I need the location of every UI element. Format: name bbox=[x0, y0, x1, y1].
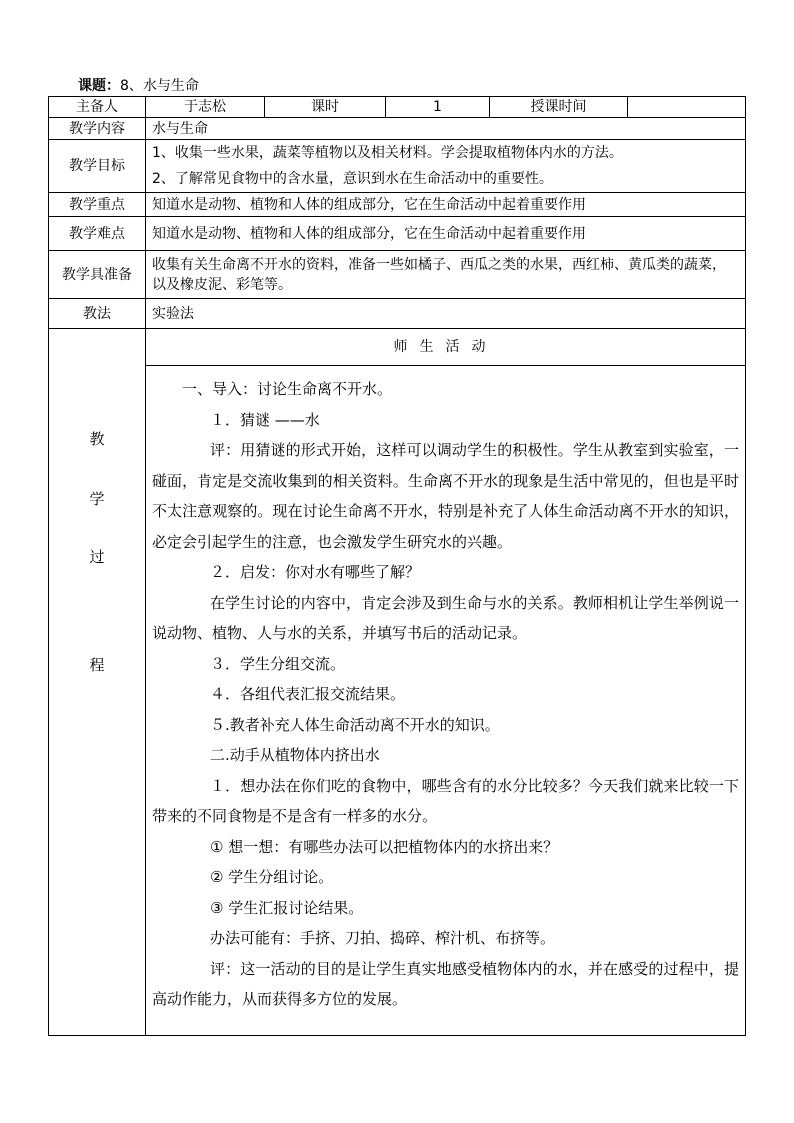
method-label: 教法 bbox=[49, 299, 146, 329]
method-value: 实验法 bbox=[146, 299, 746, 329]
time-label: 授课时间 bbox=[490, 97, 628, 118]
paragraph-section2: 二.动手从植物体内挤出水 bbox=[210, 746, 380, 764]
difficulties-label: 教学难点 bbox=[49, 217, 146, 251]
lesson-plan-table bbox=[48, 96, 746, 1036]
goal-line: 1、收集一些水果，蔬菜等植物以及相关材料。学会提取植物体内水的方法。 bbox=[152, 145, 623, 161]
paragraph-sub2: ② 学生分组讨论。 bbox=[210, 868, 334, 886]
paragraph-sub1: ① 想一想：有哪些办法可以把植物体内的水挤出来？ bbox=[210, 837, 559, 856]
process-label bbox=[49, 329, 146, 1036]
paragraph-inspire: ２．启发：你对水有哪些了解？ bbox=[210, 563, 421, 581]
paragraph-comment: 评：用猜谜的形式开始，这样可以调动学生的积极性。学生从教室到实验室，一碰面，肯定是交流收集到的相关资料。生命离不开水的现象是生活中常见的，但也是平时不太注意观察的。现在讨论生命离不开水，特别是补充了人体生命活动离不开水的知识，必定会引起学生的注意，也会激发学生研究水的兴趣。 bbox=[152, 441, 739, 551]
preparation-label: 教学具准备 bbox=[49, 251, 146, 299]
content-value: 水与生命 bbox=[146, 118, 746, 140]
activity-body-row bbox=[49, 366, 746, 1036]
hours-label: 课时 bbox=[265, 97, 386, 118]
lesson-title-value: 8、水与生命 bbox=[120, 78, 199, 94]
process-label-char: 程 bbox=[89, 656, 105, 674]
activity-body bbox=[146, 366, 746, 1036]
preparer-label: 主备人 bbox=[49, 97, 146, 118]
paragraph-sub3: ③ 学生汇报讨论结果。 bbox=[210, 898, 364, 917]
paragraph-intro: 一、导入：讨论生命离不开水。 bbox=[182, 380, 393, 398]
content-label: 教学内容 bbox=[49, 118, 146, 140]
process-label-char: 教 bbox=[89, 430, 105, 448]
lesson-title-label: 课题： bbox=[78, 78, 120, 94]
hours-value: 1 bbox=[386, 97, 490, 118]
goal-line: 2、了解常见食物中的含水量，意识到水在生命活动中的重要性。 bbox=[152, 171, 553, 187]
goals-row bbox=[49, 140, 746, 193]
process-label-char: 过 bbox=[89, 548, 105, 566]
paragraph-riddle: １．猜谜 ——水 bbox=[210, 410, 320, 429]
key-points-label: 教学重点 bbox=[49, 193, 146, 217]
goals-value bbox=[146, 140, 746, 193]
paragraph-discussion: 在学生讨论的内容中，肯定会涉及到生命与水的关系。教师相机让学生举例说一说动物、植物、人与水的关系，并填写书后的活动记录。 bbox=[152, 593, 739, 642]
key-points-value: 知道水是动物、植物和人体的组成部分，它在生命活动中起着重要作用 bbox=[146, 193, 746, 217]
preparation-value: 收集有关生命离不开水的资料，准备一些如橘子、西瓜之类的水果，西红柿、黄瓜类的蔬菜，以及橡皮泥、彩笔等。 bbox=[146, 251, 746, 299]
process-label-char: 学 bbox=[89, 490, 105, 508]
paragraph-methods: 办法可能有：手挤、刀拍、捣碎、榨汁机、布挤等。 bbox=[210, 929, 556, 947]
paragraph-step4: ４．各组代表汇报交流结果。 bbox=[210, 685, 406, 703]
paragraph-think: １．想办法在你们吃的食物中，哪些含有的水分比较多？今天我们就来比较一下带来的不同食物是不是含有一样多的水分。 bbox=[152, 776, 739, 825]
method-row bbox=[49, 299, 746, 329]
content-row bbox=[49, 118, 746, 140]
difficulties-row bbox=[49, 217, 746, 251]
activity-heading: 师生活动 bbox=[146, 329, 746, 366]
paragraph-comment2: 评：这一活动的目的是让学生真实地感受植物体内的水，并在感受的过程中，提高动作能力，从而获得多方位的发展。 bbox=[152, 959, 739, 1008]
activity-heading-row bbox=[49, 329, 746, 366]
difficulties-value: 知道水是动物、植物和人体的组成部分，它在生命活动中起着重要作用 bbox=[146, 217, 746, 251]
preparer-value: 于志松 bbox=[146, 97, 265, 118]
paragraph-step3: ３．学生分组交流。 bbox=[210, 654, 346, 673]
time-value bbox=[628, 97, 746, 118]
paragraph-step5: ５.教者补充人体生命活动离不开水的知识。 bbox=[210, 715, 500, 734]
lesson-title bbox=[78, 77, 199, 95]
info-row bbox=[49, 97, 746, 118]
preparation-row bbox=[49, 251, 746, 299]
goals-label: 教学目标 bbox=[49, 140, 146, 193]
key-points-row bbox=[49, 193, 746, 217]
